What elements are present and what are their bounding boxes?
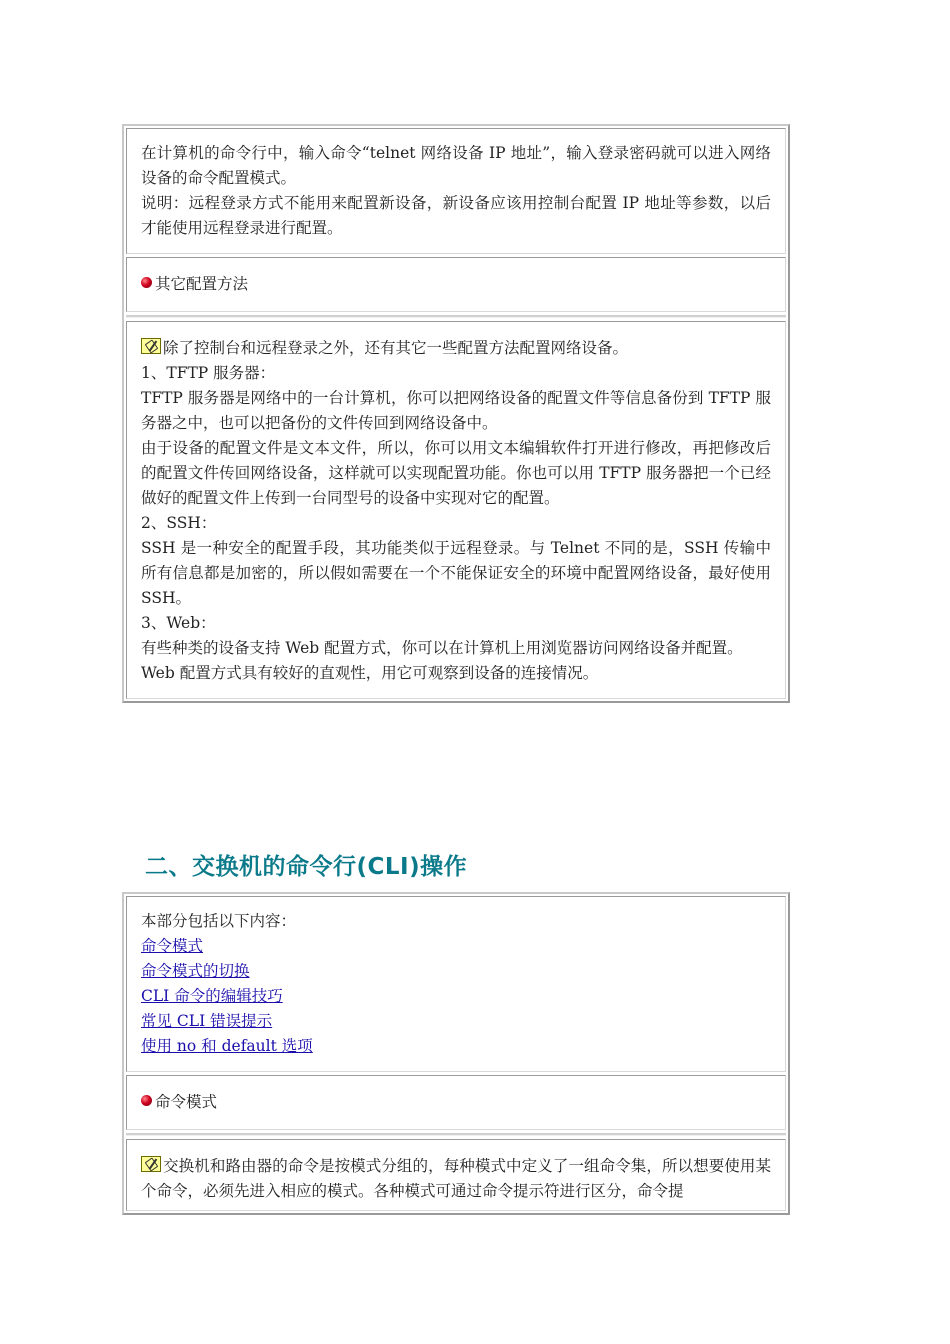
web-heading: 3、Web： [141,614,216,632]
other-methods-intro: 除了控制台和远程登录之外，还有其它一些配置方法配置网络设备。 [163,339,629,357]
other-methods-title: 其它配置方法 [155,275,249,293]
link-cli-editing-tips[interactable]: CLI 命令的编辑技巧 [141,987,283,1005]
tftp-usage: 由于设备的配置文件是文本文件，所以，你可以用文本编辑软件打开进行修改，再把修改后的配置文件传回网络设备，这样就可以实现配置功能。你也可以用 TFTP 服务器把一个已经做好的配置文件上传到一台同型号的设备中实现对它的配置。 [141,439,771,507]
link-cli-error-prompts[interactable]: 常见 CLI 错误提示 [141,1012,273,1030]
other-methods-body-cell [126,321,786,699]
link-command-modes[interactable]: 命令模式 [141,937,204,955]
red-ball-bullet-icon [141,277,152,288]
command-modes-body-cell [126,1139,786,1211]
telnet-info-table [122,124,790,703]
telnet-instruction: 在计算机的命令行中，输入命令“telnet 网络设备 IP 地址”，输入登录密码就可以进入网络设备的命令配置模式。 [141,144,771,187]
other-methods-title-cell [126,257,786,312]
link-mode-switching[interactable]: 命令模式的切换 [141,962,250,980]
telnet-info-cell [126,128,786,254]
web-feature: Web 配置方式具有较好的直观性，用它可观察到设备的连接情况。 [141,664,599,682]
red-ball-bullet-icon [141,1095,152,1106]
command-modes-title: 命令模式 [155,1093,218,1111]
other-methods-intro-line [141,336,771,361]
divider [126,1133,786,1136]
tftp-desc: TFTP 服务器是网络中的一台计算机，你可以把网络设备的配置文件等信息备份到 TFTP 服务器之中，也可以把备份的文件传回到网络设备中。 [141,389,771,432]
section-heading: 二、交换机的命令行(CLI)操作 [145,854,468,880]
ssh-heading: 2、SSH： [141,514,217,532]
contents-label: 本部分包括以下内容： [141,912,297,930]
ssh-desc: SSH 是一种安全的配置手段，其功能类似于远程登录。与 Telnet 不同的是，SSH 传输中所有信息都是加密的，所以假如需要在一个不能保证安全的环境中配置网络设备，最好使用 SSH。 [141,539,771,607]
command-modes-text-line [141,1154,771,1204]
note-pencil-icon [141,338,161,354]
web-desc: 有些种类的设备支持 Web 配置方式，你可以在计算机上用浏览器访问网络设备并配置。 [141,639,743,657]
command-modes-text: 交换机和路由器的命令是按模式分组的，每种模式中定义了一组命令集，所以想要使用某个命令，必须先进入相应的模式。各种模式可通过命令提示符进行区分，命令提 [141,1157,771,1200]
contents-cell [126,896,786,1072]
note-pencil-icon [141,1156,161,1172]
link-no-default-options[interactable]: 使用 no 和 default 选项 [141,1037,313,1055]
tftp-heading: 1、TFTP 服务器： [141,364,276,382]
cli-contents-table [122,892,790,1215]
telnet-note: 说明：远程登录方式不能用来配置新设备，新设备应该用控制台配置 IP 地址等参数，以后才能使用远程登录进行配置。 [141,194,771,237]
command-modes-title-cell [126,1075,786,1130]
divider [126,315,786,318]
